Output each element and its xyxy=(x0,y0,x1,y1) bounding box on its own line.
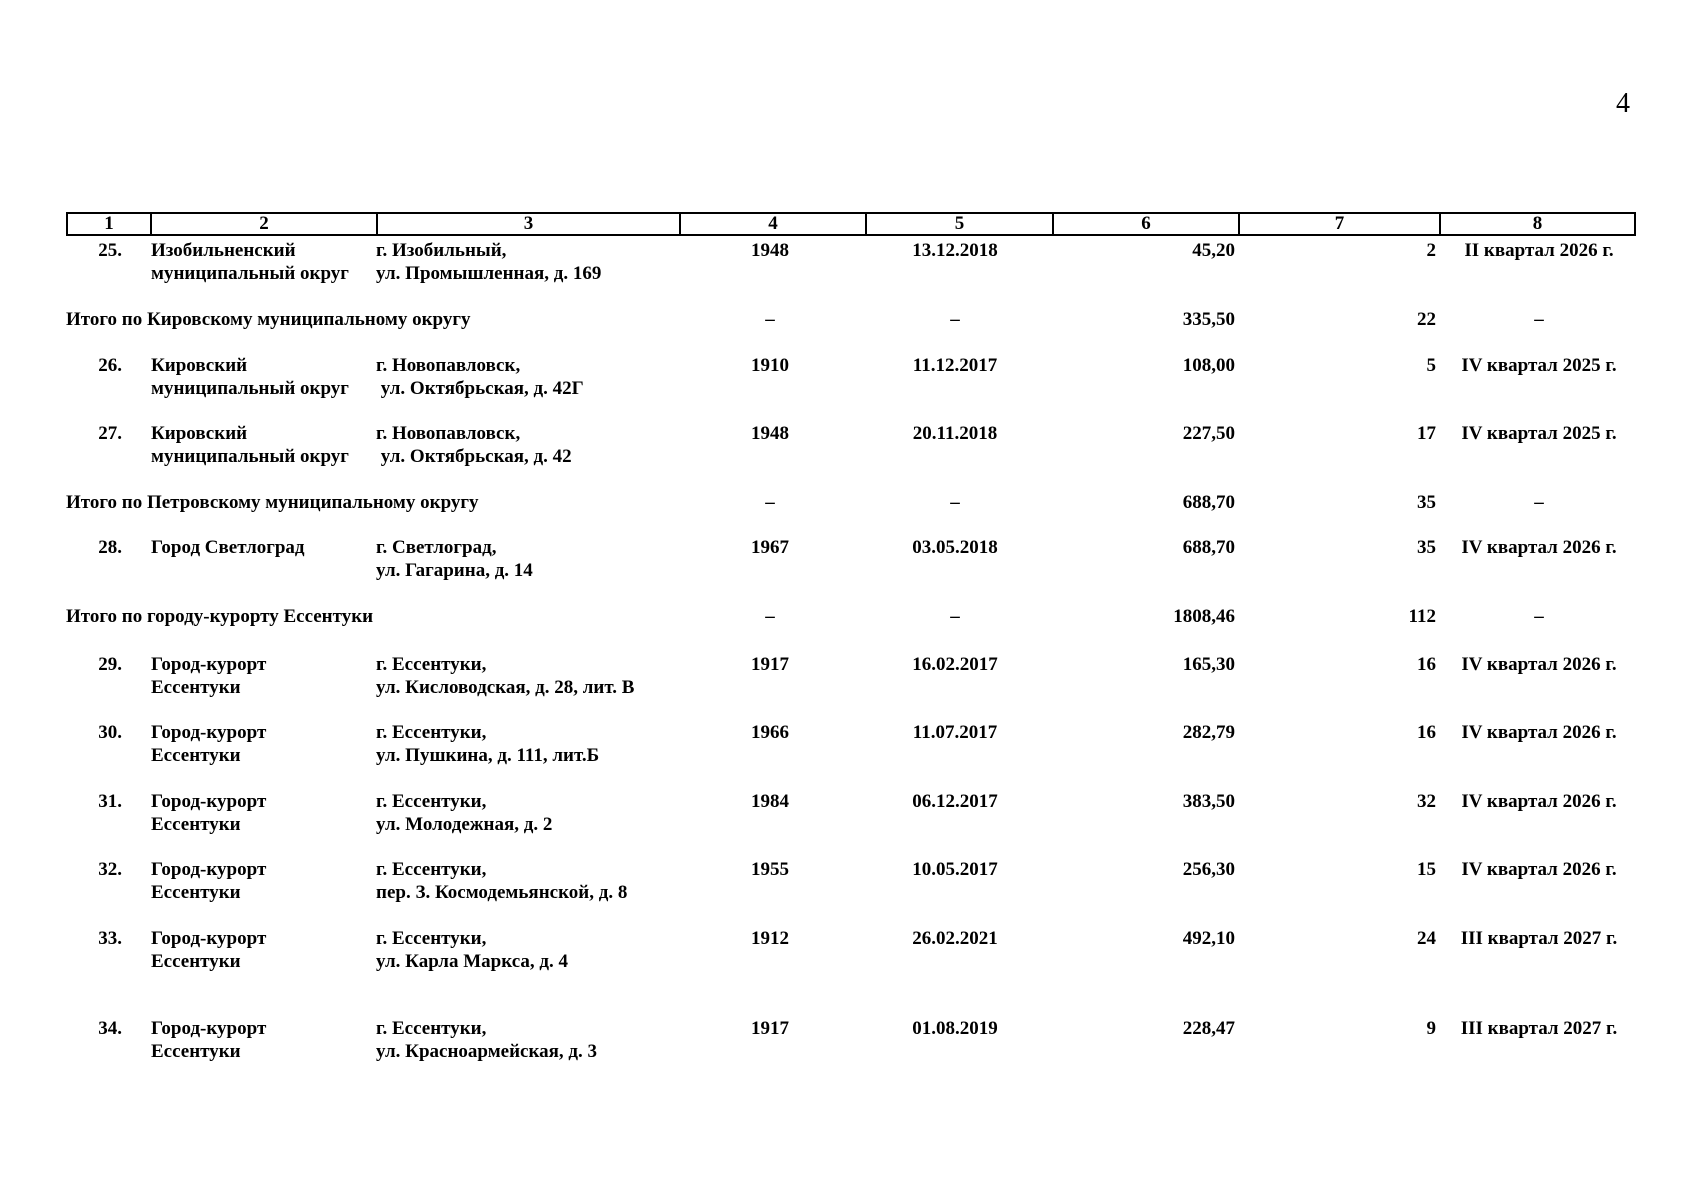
area: 256,30 xyxy=(1182,859,1235,880)
municipality-line: муниципальный округ xyxy=(151,263,349,284)
term: – xyxy=(1534,309,1544,330)
page-number: 4 xyxy=(1616,88,1630,119)
municipality xyxy=(151,653,266,699)
municipality xyxy=(151,790,266,836)
municipality xyxy=(151,239,349,285)
municipality-line: Ессентуки xyxy=(151,1041,241,1062)
year: – xyxy=(765,606,775,627)
count: 2 xyxy=(1426,240,1436,261)
municipality-line: Город-курорт xyxy=(151,722,267,743)
count: 16 xyxy=(1417,654,1436,675)
date: 20.11.2018 xyxy=(912,423,998,444)
count: 112 xyxy=(1408,606,1436,627)
row-number: 28. xyxy=(98,537,122,558)
date: 11.12.2017 xyxy=(912,355,998,376)
year: – xyxy=(765,492,775,513)
address xyxy=(376,536,533,582)
total-label: Итого по Кировскому муниципальному округу xyxy=(66,309,471,330)
year: 1948 xyxy=(751,423,789,444)
year: 1917 xyxy=(751,654,789,675)
address-line: г. Ессентуки, xyxy=(376,928,487,949)
date: 11.07.2017 xyxy=(912,722,998,743)
year: 1967 xyxy=(751,537,789,558)
date: 06.12.2017 xyxy=(912,791,998,812)
address-line: ул. Октябрьская, д. 42 xyxy=(376,446,572,467)
count: 22 xyxy=(1417,309,1436,330)
municipality-line: Город-курорт xyxy=(151,859,267,880)
address-line: ул. Промышленная, д. 169 xyxy=(376,263,602,284)
address-line: г. Ессентуки, xyxy=(376,654,487,675)
term: IV квартал 2026 г. xyxy=(1461,791,1617,812)
row-number: 32. xyxy=(98,859,122,880)
address xyxy=(376,354,584,400)
address xyxy=(376,927,568,973)
municipality-line: Ессентуки xyxy=(151,814,241,835)
term: – xyxy=(1534,492,1544,513)
column-header-8: 8 xyxy=(1440,213,1635,235)
address xyxy=(376,790,552,836)
row-number: 33. xyxy=(98,928,122,949)
address-line: г. Ессентуки, xyxy=(376,859,487,880)
row-number: 26. xyxy=(98,355,122,376)
count: 15 xyxy=(1417,859,1436,880)
address xyxy=(376,422,572,468)
count: 24 xyxy=(1417,928,1436,949)
date: – xyxy=(950,309,960,330)
municipality-line: муниципальный округ xyxy=(151,446,349,467)
address-line: г. Новопавловск, xyxy=(376,355,521,376)
column-header-6: 6 xyxy=(1053,213,1239,235)
column-header-5: 5 xyxy=(866,213,1053,235)
year: 1917 xyxy=(751,1018,789,1039)
address-line: г. Новопавловск, xyxy=(376,423,521,444)
term: II квартал 2026 г. xyxy=(1464,240,1614,261)
area: 165,30 xyxy=(1182,654,1235,675)
date: – xyxy=(950,492,960,513)
address-line: г. Ессентуки, xyxy=(376,791,487,812)
address xyxy=(376,858,627,904)
date: 01.08.2019 xyxy=(912,1018,998,1039)
municipality-line: Кировский xyxy=(151,423,248,444)
row-number: 27. xyxy=(98,423,122,444)
area: 228,47 xyxy=(1182,1018,1235,1039)
municipality-line: Ессентуки xyxy=(151,745,241,766)
count: 5 xyxy=(1426,355,1436,376)
municipality-line: Город-курорт xyxy=(151,1018,267,1039)
term: IV квартал 2025 г. xyxy=(1461,423,1617,444)
municipality xyxy=(151,858,266,904)
area: 492,10 xyxy=(1182,928,1235,949)
address-line: ул. Кисловодская, д. 28, лит. В xyxy=(376,677,635,698)
address-line: г. Изобильный, xyxy=(376,240,507,261)
column-header-4: 4 xyxy=(680,213,866,235)
municipality-line: Ессентуки xyxy=(151,677,241,698)
column-header-3: 3 xyxy=(377,213,680,235)
row-number: 30. xyxy=(98,722,122,743)
term: IV квартал 2026 г. xyxy=(1461,537,1617,558)
date: 26.02.2021 xyxy=(912,928,998,949)
date: 13.12.2018 xyxy=(912,240,998,261)
year: – xyxy=(765,309,775,330)
address-line: ул. Карла Маркса, д. 4 xyxy=(376,951,568,972)
municipality-line: Ессентуки xyxy=(151,882,241,903)
address-line: г. Ессентуки, xyxy=(376,722,487,743)
municipality-line: Кировский xyxy=(151,355,248,376)
municipality-line: Город Светлоград xyxy=(151,537,305,558)
count: 9 xyxy=(1426,1018,1436,1039)
area: 688,70 xyxy=(1182,492,1235,513)
area: 282,79 xyxy=(1182,722,1235,743)
address-line: ул. Красноармейская, д. 3 xyxy=(376,1041,597,1062)
count: 32 xyxy=(1417,791,1436,812)
area: 108,00 xyxy=(1182,355,1235,376)
year: 1984 xyxy=(751,791,789,812)
municipality xyxy=(151,927,266,973)
row-number: 29. xyxy=(98,654,122,675)
address-line: г. Светлоград, xyxy=(376,537,497,558)
address xyxy=(376,721,599,767)
count: 16 xyxy=(1417,722,1436,743)
count: 35 xyxy=(1417,537,1436,558)
term: – xyxy=(1534,606,1544,627)
municipality xyxy=(151,721,266,767)
year: 1910 xyxy=(751,355,789,376)
count: 17 xyxy=(1417,423,1436,444)
municipality xyxy=(151,354,349,400)
date: 03.05.2018 xyxy=(912,537,998,558)
row-number: 31. xyxy=(98,791,122,812)
area: 335,50 xyxy=(1182,309,1235,330)
area: 1808,46 xyxy=(1173,606,1235,627)
column-header-7: 7 xyxy=(1239,213,1440,235)
address xyxy=(376,653,634,699)
municipality xyxy=(151,1017,266,1063)
municipality-line: муниципальный округ xyxy=(151,378,349,399)
total-label: Итого по Петровскому муниципальному округу xyxy=(66,492,479,513)
municipality-line: Изобильненский xyxy=(151,240,296,261)
date: 16.02.2017 xyxy=(912,654,998,675)
address xyxy=(376,239,601,285)
municipality-line: Город-курорт xyxy=(151,791,267,812)
row-number: 25. xyxy=(98,240,122,261)
term: IV квартал 2025 г. xyxy=(1461,355,1617,376)
term: IV квартал 2026 г. xyxy=(1461,859,1617,880)
area: 45,20 xyxy=(1192,240,1235,261)
municipality xyxy=(151,422,349,468)
address-line: ул. Пушкина, д. 111, лит.Б xyxy=(376,745,600,766)
total-label: Итого по городу-курорту Ессентуки xyxy=(66,606,374,627)
date: 10.05.2017 xyxy=(912,859,998,880)
municipality-line: Ессентуки xyxy=(151,951,241,972)
address-line: ул. Октябрьская, д. 42Г xyxy=(376,378,584,399)
municipality-line: Город-курорт xyxy=(151,928,267,949)
area: 227,50 xyxy=(1182,423,1235,444)
year: 1912 xyxy=(751,928,789,949)
address-line: г. Ессентуки, xyxy=(376,1018,487,1039)
term: III квартал 2027 г. xyxy=(1460,1018,1618,1039)
address xyxy=(376,1017,597,1063)
municipality xyxy=(151,536,305,559)
year: 1955 xyxy=(751,859,789,880)
municipality-line: Город-курорт xyxy=(151,654,267,675)
column-header-1: 1 xyxy=(67,213,151,235)
area: 688,70 xyxy=(1182,537,1235,558)
address-line: ул. Гагарина, д. 14 xyxy=(376,560,533,581)
address-line: ул. Молодежная, д. 2 xyxy=(376,814,553,835)
address-line: пер. З. Космодемьянской, д. 8 xyxy=(376,882,628,903)
term: IV квартал 2026 г. xyxy=(1461,722,1617,743)
count: 35 xyxy=(1417,492,1436,513)
date: – xyxy=(950,606,960,627)
row-number: 34. xyxy=(98,1018,122,1039)
term: IV квартал 2026 г. xyxy=(1461,654,1617,675)
area: 383,50 xyxy=(1182,791,1235,812)
year: 1948 xyxy=(751,240,789,261)
term: III квартал 2027 г. xyxy=(1460,928,1618,949)
column-header-2: 2 xyxy=(151,213,377,235)
year: 1966 xyxy=(751,722,789,743)
